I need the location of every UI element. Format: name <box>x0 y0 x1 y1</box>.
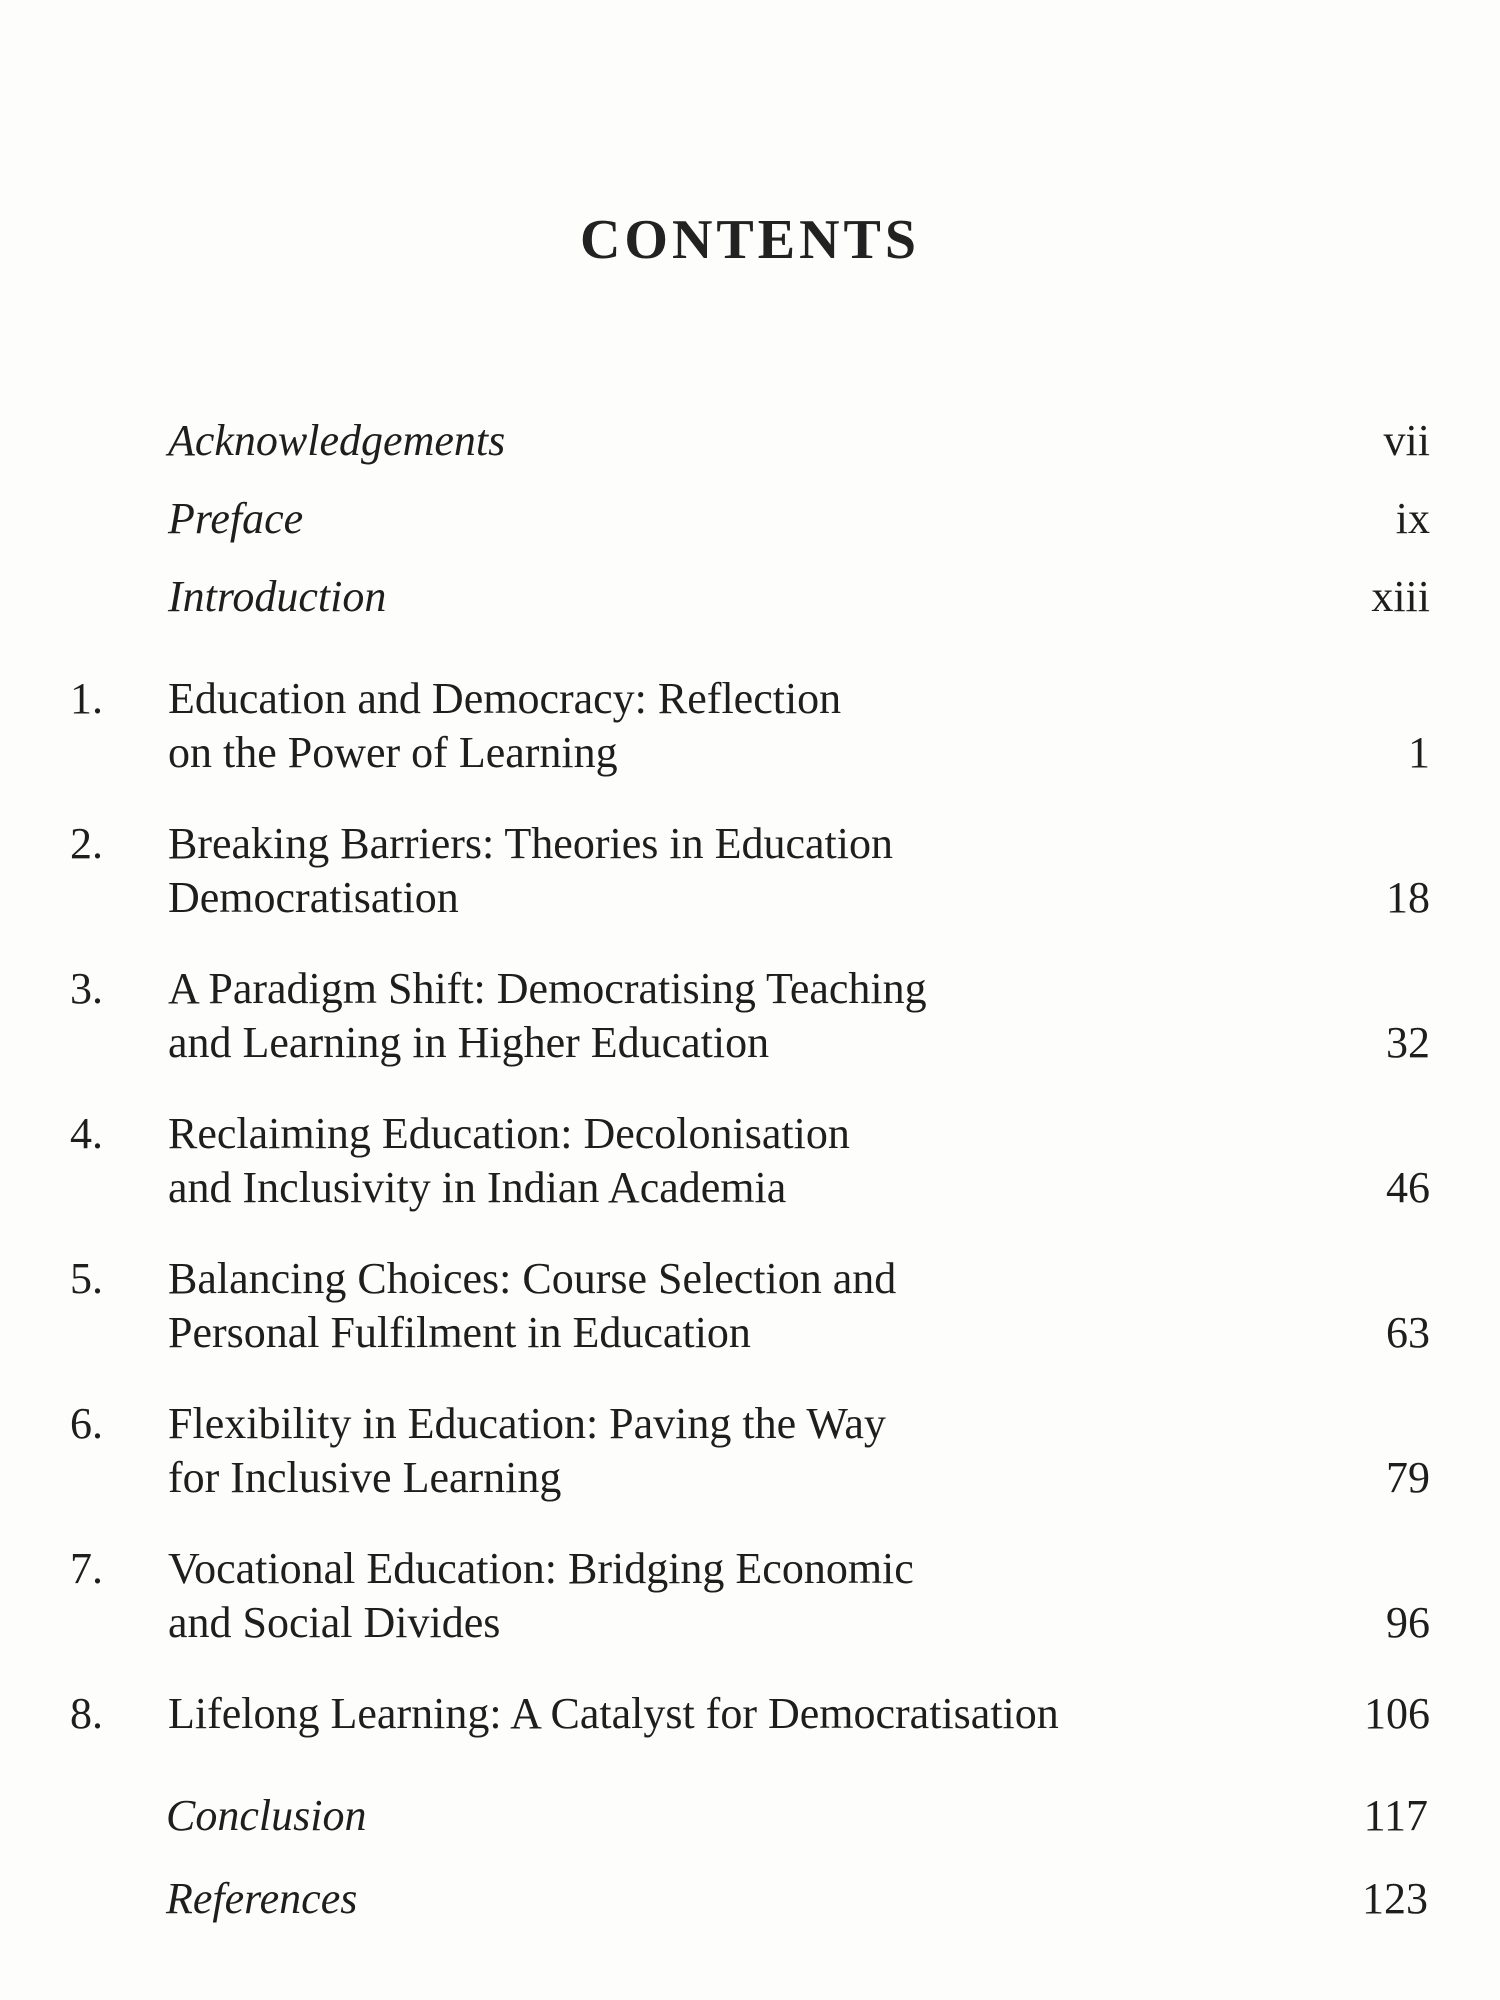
chapter-number: 3. <box>70 964 103 1013</box>
toc-entry-page: xiii <box>1371 572 1430 621</box>
chapter-title-line2: for Inclusive Learning <box>168 1453 562 1502</box>
page-title: CONTENTS <box>579 209 921 271</box>
toc-entry-label: Introduction <box>168 572 387 621</box>
toc-entry-label: Conclusion <box>166 1791 367 1840</box>
chapter-title-line1: Flexibility in Education: Paving the Way <box>168 1399 886 1448</box>
chapter-title-line1: Balancing Choices: Course Selection and <box>168 1254 897 1303</box>
chapter-title-line1: Reclaiming Education: Decolonisation <box>168 1109 850 1158</box>
chapter-page: 96 <box>1386 1598 1430 1647</box>
chapter-title-line2: Personal Fulfilment in Education <box>168 1308 751 1357</box>
chapter-number: 8. <box>70 1689 103 1738</box>
chapter-number: 5. <box>70 1254 103 1303</box>
chapter-page: 32 <box>1386 1018 1430 1067</box>
toc-entry-label: References <box>166 1874 358 1923</box>
chapter-title-line1: Breaking Barriers: Theories in Education <box>168 819 893 868</box>
chapter-number: 2. <box>70 819 103 868</box>
chapter-number: 7. <box>70 1544 103 1593</box>
chapter-number: 1. <box>70 674 103 723</box>
toc-entry-introduction <box>168 571 1430 631</box>
chapter-title-line2: and Social Divides <box>168 1598 501 1647</box>
chapter-title-line2: on the Power of Learning <box>168 728 618 777</box>
chapter-title-line2: and Learning in Higher Education <box>168 1018 770 1067</box>
chapter-page: 18 <box>1386 873 1430 922</box>
toc-entry-page: 117 <box>1363 1791 1428 1840</box>
toc-entry-acknowledgements <box>168 415 1430 475</box>
toc-entry-conclusion <box>166 1790 1428 1850</box>
chapter-title-line1: A Paradigm Shift: Democratising Teaching <box>168 964 927 1013</box>
toc-entry-references <box>166 1873 1428 1933</box>
toc-entry-page: ix <box>1395 494 1430 543</box>
chapter-page: 46 <box>1386 1163 1430 1212</box>
chapter-title-line1: Education and Democracy: Reflection <box>168 674 842 723</box>
chapter-title-line1: Lifelong Learning: A Catalyst for Democratisation <box>168 1689 1059 1738</box>
chapter-page: 106 <box>1364 1689 1430 1738</box>
chapter-title-line2: and Inclusivity in Indian Academia <box>168 1163 787 1212</box>
chapter-number: 6. <box>70 1399 103 1448</box>
chapter-title-line1: Vocational Education: Bridging Economic <box>168 1544 914 1593</box>
chapter-page: 1 <box>1408 728 1430 777</box>
chapter-title-line2: Democratisation <box>168 873 459 922</box>
chapter-page: 63 <box>1386 1308 1430 1357</box>
toc-entry-page: vii <box>1383 416 1430 465</box>
chapter-number: 4. <box>70 1109 103 1158</box>
toc-entry-preface <box>168 493 1430 553</box>
chapter-page: 79 <box>1386 1453 1430 1502</box>
toc-entry-label: Acknowledgements <box>168 416 506 465</box>
toc-entry-page: 123 <box>1362 1874 1428 1923</box>
toc-entry-label: Preface <box>168 494 304 543</box>
